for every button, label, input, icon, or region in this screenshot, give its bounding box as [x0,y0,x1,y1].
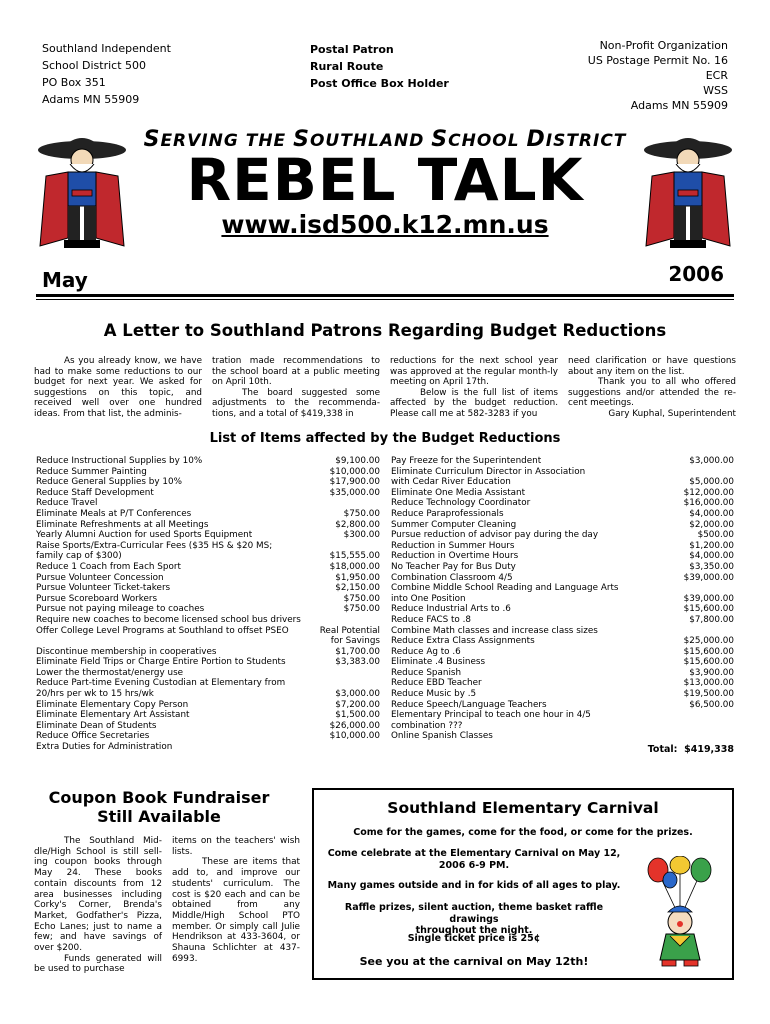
budget-item-amount: $15,555.00 [329,551,380,562]
budget-item-row [36,551,380,562]
budget-item-row [36,530,380,541]
budget-item-label: Eliminate .4 Business [391,657,486,668]
budget-item-row [36,647,380,658]
masthead-rule-thin [36,299,734,300]
budget-item-label: Yearly Alumni Auction for used Sports Equipment [36,530,253,541]
budget-item-label: Reduction in Overtime Hours [391,551,519,562]
budget-item-amount: $16,000.00 [683,498,734,509]
budget-item-row [36,721,380,732]
budget-item-amount: $2,000.00 [689,519,734,530]
budget-item-amount: $19,500.00 [683,689,734,700]
coupon-headline [34,788,284,826]
budget-item-label: Online Spanish Classes [391,731,493,742]
postal-line: Post Office Box Holder [310,77,449,90]
budget-item-row [391,721,734,732]
letter-column-2 [212,356,380,420]
total-label: Total: [647,744,678,755]
budget-item-label: Reduce Summer Painting [36,466,147,477]
budget-item-amount: $10,000.00 [329,466,380,477]
budget-item-amount: $2,800.00 [335,519,380,530]
budget-list-title: List of Items affected by the Budget Reductions [209,431,561,446]
budget-item-row [391,573,734,584]
budget-item-label: Pursue Scoreboard Workers [36,593,158,604]
budget-item-label: Reduce Paraprofessionals [391,508,504,519]
letter-paragraph: Thank you to all who offered suggestions and/or attended the re-cent meetings. [568,377,736,409]
nonprofit-permit [588,38,728,113]
website-link[interactable]: www.isd500.k12.mn.us [221,210,549,239]
budget-item-label: Reduce Part-time Evening Custodian at Elementary from [36,678,286,689]
coupon-title-line: Coupon Book Fundraiser [48,788,270,807]
budget-item-row [36,615,380,626]
budget-item-row [391,498,734,509]
budget-item-amount: $3,000.00 [689,456,734,466]
carnival-line: Many games outside and in for kids of all ages to play. [327,880,621,891]
budget-item-label: Reduce 1 Coach from Each Sport [36,561,181,572]
budget-item-label: Reduce Travel [36,498,98,509]
budget-item-row [36,520,380,531]
carnival-box [312,788,734,980]
budget-item-row [391,689,734,700]
letter-column-4 [568,356,736,420]
budget-item-row [391,477,734,488]
letter-paragraph: Below is the full list of items affected by the budget reduction. Please call me at 582-3283 if you [390,387,558,419]
budget-item-row [391,488,734,499]
budget-item-row [36,700,380,711]
budget-item-amount: $1,950.00 [335,572,380,583]
budget-item-label: Require new coaches to become licensed school bus drivers [36,614,301,625]
budget-item-label: Pursue Volunteer Ticket-takers [36,583,171,594]
budget-item-amount: $15,600.00 [683,604,734,615]
budget-item-amount: $39,000.00 [683,593,734,604]
masthead-rule [36,294,734,297]
budget-item-label: Combine Middle School Reading and Language Arts [391,583,619,594]
issue-month: May [42,268,88,292]
budget-item-label: with Cedar River Education [391,477,511,488]
carnival-line: Come for the games, come for the food, or come for the prizes. [353,827,693,838]
masthead-title: REBEL TALK [186,146,584,214]
budget-item-label: Reduce Staff Development [36,487,154,498]
budget-item-label: Eliminate Elementary Art Assistant [36,710,190,721]
budget-item-row [391,647,734,658]
budget-item-label: Reduce Industrial Arts to .6 [391,604,511,615]
permit-line: WSS [703,84,728,97]
coupon-title-line: Still Available [97,807,221,826]
budget-list-right [391,456,734,742]
letter-paragraph: As you already know, we have had to make some reductions to our budget for next year. We asked for suggestions on this topic, and received well over one hundred ideas. From that list, the adminis- [34,356,202,419]
budget-item-label: Eliminate Field Trips or Charge Entire Portion to Students [36,657,286,668]
coupon-column-1 [34,836,162,975]
carnival-title: Southland Elementary Carnival [387,799,659,817]
letter-paragraph: tration made recommendations to the school board at a public meeting on April 10th. [212,356,380,388]
budget-item-label: Reduce Music by .5 [391,689,477,700]
budget-item-row [391,562,734,573]
coupon-column-2 [172,836,300,964]
budget-item-row [391,467,734,478]
budget-item-label: Summer Computer Cleaning [391,519,517,530]
budget-item-label: Eliminate Elementary Copy Person [36,699,189,710]
budget-item-amount: $4,000.00 [689,508,734,519]
budget-item-label: Reduce Technology Coordinator [391,498,531,509]
budget-item-row [391,710,734,721]
budget-item-label: Reduce Speech/Language Teachers [391,699,547,710]
budget-item-label: Eliminate Dean of Students [36,720,157,731]
budget-item-row [391,700,734,711]
budget-item-label: Discontinue membership in cooperatives [36,646,217,657]
issue-year: 2006 [668,262,724,286]
budget-item-row [391,456,734,467]
budget-item-row [36,742,380,753]
budget-item-row [36,562,380,573]
budget-item-amount: $17,900.00 [329,477,380,488]
budget-item-amount: $7,800.00 [689,614,734,625]
budget-item-row [36,583,380,594]
budget-item-row [36,509,380,520]
budget-item-amount: $7,200.00 [335,699,380,710]
budget-item-row [36,689,380,700]
budget-item-label: Reduce Office Secretaries [36,731,150,742]
budget-item-row [36,488,380,499]
carnival-line: Single ticket price is 25¢ [407,933,541,944]
budget-item-row [36,657,380,668]
sender-line: Southland Independent [42,42,171,55]
masthead-tagline: SERVING THE SOUTHLAND SCHOOL DISTRICT [143,127,627,152]
budget-list-left [36,456,380,753]
budget-item-label: Reduce General Supplies by 10% [36,477,182,488]
budget-total [648,744,734,755]
permit-line: US Postage Permit No. 16 [587,54,728,67]
budget-item-label: Pursue reduction of advisor pay during the day [391,530,599,541]
budget-item-row [36,456,380,467]
budget-item-amount: $750.00 [343,508,380,519]
budget-item-row [36,541,380,552]
budget-item-row [36,477,380,488]
budget-item-label: 20/hrs per wk to 15 hrs/wk [36,689,154,700]
budget-item-label: Reduce FACS to .8 [391,614,471,625]
budget-item-row [36,731,380,742]
budget-item-label: Elementary Principal to teach one hour in 4/5 [391,710,591,721]
budget-item-row [36,710,380,721]
budget-item-row [391,541,734,552]
budget-item-amount: $18,000.00 [329,561,380,572]
budget-item-row [391,583,734,594]
letter-signature: Gary Kuphal, Superintendent [608,408,736,419]
budget-item-row [391,626,734,637]
budget-item-row [36,573,380,584]
budget-item-row [36,594,380,605]
budget-item-label: Eliminate Curriculum Director in Association [391,466,586,477]
permit-line: ECR [705,69,728,82]
postal-patron-block [310,41,449,92]
budget-item-amount: $9,100.00 [335,456,380,466]
permit-line: Non-Profit Organization [599,39,728,52]
budget-item-label: Eliminate Meals at P/T Conferences [36,508,192,519]
coupon-paragraph: Funds generated will be used to purchase [34,953,162,975]
budget-item-row [391,594,734,605]
budget-item-row [391,615,734,626]
carnival-closing: See you at the carnival on May 12th! [359,955,589,968]
letter-paragraph: need clarification or have questions about any item on the list. [568,356,736,377]
budget-item-amount: $1,500.00 [335,710,380,721]
budget-item-amount: $6,500.00 [689,699,734,710]
letter-column-3 [390,356,558,420]
budget-item-label: Reduce Spanish [391,667,462,678]
budget-item-row [391,636,734,647]
budget-item-amount: $2,150.00 [335,583,380,594]
clown-balloons-icon [640,856,716,968]
sender-line: Adams MN 55909 [42,93,140,106]
budget-item-amount: $5,000.00 [689,477,734,488]
budget-item-amount: $4,000.00 [689,551,734,562]
budget-item-row [36,498,380,509]
budget-item-row [36,678,380,689]
budget-item-amount: $3,000.00 [335,689,380,700]
carnival-line: Come celebrate at the Elementary Carnival on May 12, 2006 6-9 PM. [327,848,621,871]
coupon-paragraph: The Southland Mid-dle/High School is still sell-ing coupon books through May 24. These books contain discounts from 12 area businesses including Corky's Corner, Brenda's Market, Godfather's Pizza, Echo Lanes; just to name a few; and have savings of over $200. [34,836,162,954]
budget-item-amount: $15,600.00 [683,646,734,657]
carnival-line: Raffle prizes, silent auction, theme basket raffle drawings throughout the night. [344,902,604,936]
budget-item-amount: $10,000.00 [329,731,380,742]
budget-item-label: Eliminate Refreshments at all Meetings [36,519,209,530]
postal-line: Rural Route [310,60,384,73]
budget-item-amount: $13,000.00 [683,678,734,689]
budget-item-amount: $15,600.00 [683,657,734,668]
budget-item-label: Reduce Extra Class Assignments [391,636,535,647]
letter-paragraph: The board suggested some adjustments to the recommenda-tions, and a total of $419,338 in [212,387,380,419]
coupon-paragraph: items on the teachers' wish lists. [172,836,300,857]
budget-item-amount: Real Potential [319,625,380,636]
permit-line: Adams MN 55909 [630,99,728,112]
budget-item-row [36,668,380,679]
budget-item-amount: $300.00 [343,530,380,541]
budget-item-amount: $3,900.00 [689,667,734,678]
budget-item-label: Offer College Level Programs at Southland to offset PSEO [36,625,289,636]
letter-headline: A Letter to Southland Patrons Regarding Budget Reductions [103,321,667,340]
budget-item-label: Pursue not paying mileage to coaches [36,604,205,615]
budget-item-amount: $1,200.00 [689,540,734,551]
budget-item-row [36,467,380,478]
budget-item-row [391,509,734,520]
budget-item-amount: for Savings [330,636,380,647]
budget-item-row [391,657,734,668]
budget-item-label: Reduce EBD Teacher [391,678,482,689]
budget-item-label: Combination Classroom 4/5 [391,572,513,583]
budget-item-amount: $26,000.00 [329,720,380,731]
budget-item-label: Reduce Instructional Supplies by 10% [36,456,203,466]
budget-item-label: Combine Math classes and increase class sizes [391,625,598,636]
budget-item-row [391,731,734,742]
budget-item-row [391,604,734,615]
coupon-paragraph: These are items that add to, and improve our students' curriculum. The cost is $20 each and can be obtained from any Middle/High School PTO member. Or simply call Julie Hendrikson at 433-3604, or Shauna Schlichter at 437-6993. [172,857,300,964]
budget-item-label: Pay Freeze for the Superintendent [391,456,542,466]
budget-item-label: Lower the thermostat/energy use [36,667,184,678]
budget-item-amount: $3,383.00 [335,657,380,668]
budget-item-amount: $39,000.00 [683,572,734,583]
letter-column-1 [34,356,202,420]
budget-item-amount: $500.00 [697,530,734,541]
budget-item-row [391,668,734,679]
budget-item-amount: $750.00 [343,604,380,615]
budget-item-row [391,520,734,531]
budget-item-label: No Teacher Pay for Bus Duty [391,561,516,572]
budget-item-label: Pursue Volunteer Concession [36,572,164,583]
budget-item-label: family cap of $300) [36,551,122,562]
budget-item-amount: $1,700.00 [335,646,380,657]
sender-line: School District 500 [42,59,147,72]
budget-item-label: combination ??? [391,720,463,731]
budget-item-row [391,530,734,541]
sender-address [42,40,171,108]
budget-item-label: Reduction in Summer Hours [391,540,515,551]
budget-item-label: Extra Duties for Administration [36,742,173,753]
budget-item-row [36,626,380,637]
budget-item-row [391,551,734,562]
postal-line: Postal Patron [310,43,394,56]
budget-item-label: Raise Sports/Extra-Curricular Fees ($35 HS & $20 MS; [36,540,273,551]
budget-item-amount: $35,000.00 [329,487,380,498]
budget-item-amount: $25,000.00 [683,636,734,647]
budget-item-label: into One Position [391,593,466,604]
budget-item-label: Reduce Ag to .6 [391,646,461,657]
total-value: $419,338 [684,744,734,755]
budget-item-amount: $12,000.00 [683,487,734,498]
budget-item-amount: $3,350.00 [689,561,734,572]
budget-item-amount: $750.00 [343,593,380,604]
budget-item-row [36,636,380,647]
letter-paragraph: reductions for the next school year was approved at the regular month-ly meeting on April 17th. [390,356,558,388]
budget-item-row [36,604,380,615]
budget-item-row [391,678,734,689]
budget-item-label: Eliminate One Media Assistant [391,487,526,498]
sender-line: PO Box 351 [42,76,106,89]
